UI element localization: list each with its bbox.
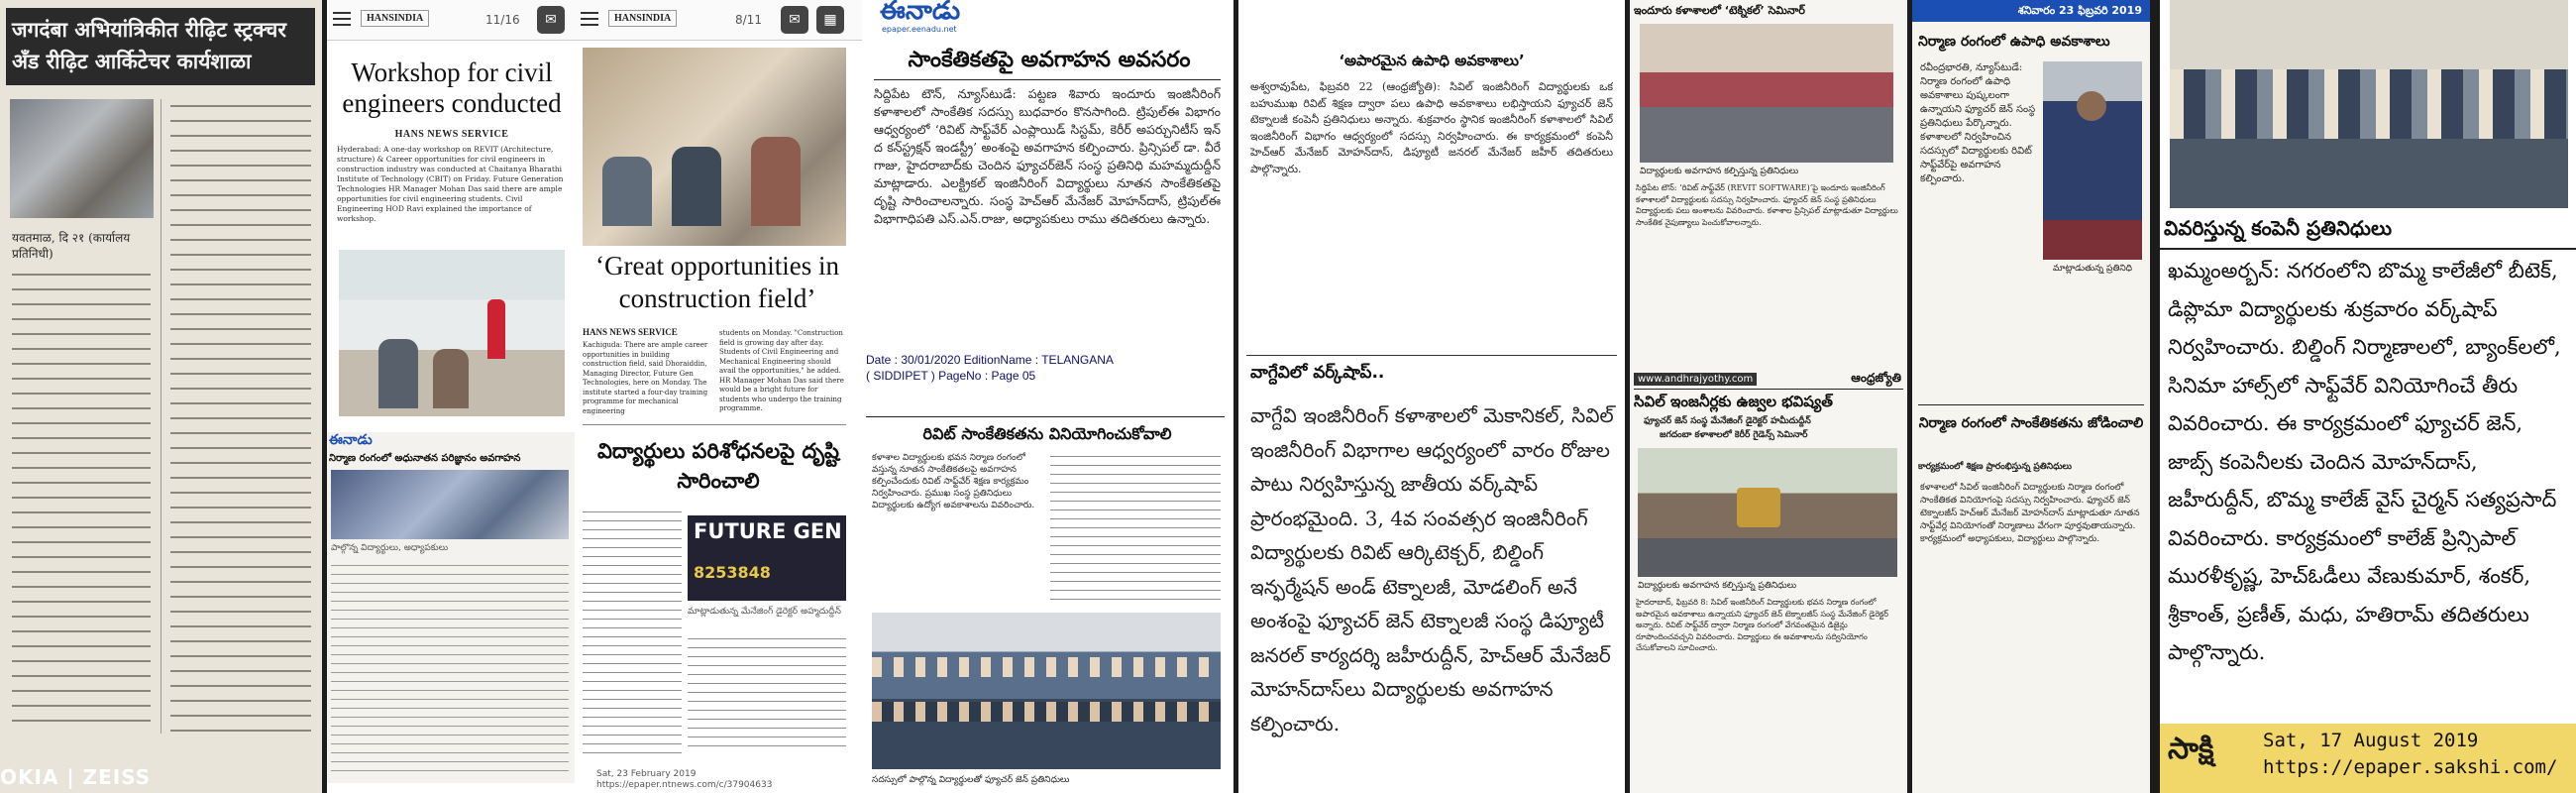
clipping-marathi (0, 0, 322, 793)
divider (874, 79, 1221, 80)
aj-seminar-body: సిద్దిపేట టౌన్: ‘రివిట్ సాఫ్ట్‌వేర్ (REVIT SOFTWARE)’పై ఇందూరు ఇంజినీరింగ్ కళాశాలలో విద్యార్థులకు సదస్సు నిర్వహించారు. ఫ్యూచర్ జెన్ సంస్థ ప్రతినిధులు విద్యార్థులకు పలు అంశాలను వివరించారు. కళాశాల ప్రిన్సిపల్ మాట్లాడుతూ విద్యార్థులు సాంకేతిక నైపుణ్యాలు పెంచుకోవాలన్నారు. (1636, 183, 1898, 227)
divider (866, 416, 1225, 417)
sakshi-body: ఖమ్మంఅర్బన్: నగరంలోని బొమ్మ కాలేజీలో బీటెక్, డిప్లొమా విద్యార్థులకు శుక్రవారం వర్క్‌షాప్ నిర్వహించారు. బిల్డింగ్ నిర్మాణాలలో, బ్యాంక్‌లలో, సినిమా హాల్స్‌లో సాఫ్ట్‌వేర్ వినియోగించే తీరు వివరించారు. ఈ కార్యక్రమంలో ఫ్యూచర్ జెన్, జాబ్స్ కంపెనీలకు చెందిన మోహన్‌దాస్, జహీరుద్దీన్, బొమ్మ కాలేజ్ వైస్ చైర్మన్ సత్యప్రసాద్ వివరించారు. కార్యక్రమంలో కాలేజ్ ప్రిన్సిపాల్ మురళీకృష్ణ, హెచ్‌ఓడీలు వేణుకుమార్, శంకర్, శ్రీకాంత్, ప్రణీత్, మధు, హతిరామ్ తదితరులు పాల్గొన్నారు. (2168, 259, 2561, 664)
sakshi-footer-date: Sat, 17 August 2019 (2263, 730, 2479, 751)
aj-paper-name: ఆంధ్రజ్యోతి (1851, 371, 1901, 385)
marathi-dateline: यवतमाळ, दि २१ (कार्यालय प्रतिनिधी) (12, 231, 131, 261)
aj-site[interactable]: www.andhrajyothy.com (1634, 373, 1757, 386)
hans-logo: HANSINDIA (608, 10, 677, 27)
eenadu-body: సిద్దిపేట టౌన్, న్యూస్‌టుడే: పట్టణ శివారు ఇందూరు ఇంజినీరింగ్ కళాశాలలో సాంకేతిక సదస్సు బుధవారం కొనసాగింది. ట్రిపుల్‌ఈ విభాగం ఆధ్వర్యంలో ‘రివిట్ సాఫ్ట్‌వేర్ ఎంప్లాయిడ్ సిస్టమ్, కెరీర్ అపర్చునిటీస్ ఇన్ ద కన్‌స్ట్రక్షన్ ఇండస్ట్రీ’ అంశంపై అవగాహన కల్పించారు. ప్రిన్సిపల్ డా. వీరే గాజు, హైదరాబాద్‌కు చెందిన ఫ్యూచర్‌జెన్ సంస్థ ప్రతినిధి మహమ్మదుద్దీన్ మాట్లాడారు. ఎలక్ట్రికల్ ఇంజినీరింగ్ విద్యార్థులు నూతన సాంకేతికతపై ద‌ృష్టి సారించాలన్నారు. సంస్థ హెచ్‌ఆర్ మేనేజర్ మోహన్‌దాస్, ట్రిపుల్‌ఈ విభాగాధిపతి ఎస్.ఎన్.రాజు, అధ్యాపకులు రాము తదితరులు ఉన్నారు. (874, 86, 1221, 226)
eenadu-group-photo (872, 613, 1221, 769)
sakshi-headline: వివరిస్తున్న కంపెనీ ప్రతినిధులు (2164, 216, 2393, 240)
vagdevi-headline: వాగ్దేవిలో వర్క్‌షాప్.. (1250, 363, 1385, 383)
aj-body: అశ్వరావుపేట, ఫిబ్రవరి 22 (ఆంధ్రజ్యోతి): సివిల్ ఇంజినీరింగ్ విద్యార్థులకు ఒక బహుముఖ రివిట్ శిక్షణ ద్వారా పలు ఉపాధి అవకాశాలు లభిస్తాయని ఫ్యూచర్ జెన్ టెక్నాలజీ కంపెనీ ప్రతినిధులు అన్నారు. శుక్రవారం స్థానిక ఇంజినీరింగ్ కళాశాలలో సివిల్ ఇంజినీరింగ్ విభాగం ఆధ్వర్యంలో సదస్సు నిర్వహించారు. ఈ కార్యక్రమంలో కంపెనీ హెచ్‌ఆర్ మేనేజర్ మోహన్‌దాస్, డిప్యూటీ జనరల్ మేనేజర్ జహీర్ తదితరులు పాల్గొన్నారు. (1250, 80, 1613, 175)
menu-icon[interactable] (333, 12, 351, 28)
aj-career-photo (1638, 448, 1897, 577)
hans-body-left: Kachiguda: There are ample career opportunities in building construction field, said Dhoraiddin, Managing Director, Future Gen Technologies, here on Monday. The institute started a four-day training programme for mechanical engineering (583, 341, 708, 415)
hans-opportunities-headline: ‘Great opportunities in construction field’ (595, 251, 839, 313)
sakshi-footer-url[interactable]: https://epaper.sakshi.com/ (2263, 756, 2558, 778)
marathi-headline: जगदंबा अभियांत्रिकीत रीढ़िट स्ट्रक्चर अँड रीढ़िट आर्किटेचर कार्यशाळा (12, 18, 286, 73)
eenadu-headline: సాంకేతికతపై అవగాహన అవసరం (908, 48, 1191, 72)
clipping-sakshi (2160, 0, 2576, 793)
aj-career-subhead-2: జగదంబా కళాశాలలో కెరీర్ గైడెన్స్ సెమినార్ (1660, 430, 1808, 440)
aj-career-subhead: ఫ్యూచర్ జెన్ సంస్థ మేనేజింగ్ డైరెక్టర్ హమీదుద్దీన్ (1644, 416, 1811, 426)
p7-subhead-2: కార్యక్రమంలో శిక్షణ ప్రారంభిస్తున్న ప్రతినిధులు (1918, 462, 2073, 472)
aj-career-caption: విద్యార్థులకు అవగాహన కల్పిస్తున్న ప్రతినిధులు (1638, 581, 1797, 591)
eenadu-strip-headline: నిర్మాణ రంగంలో అధునాతన పరిజ్ఞానం అవగాహన (329, 453, 521, 464)
futuregen-photo-caption: మాట్లాడుతున్న మేనేజింగ్ డైరెక్టర్ అహ్మదుద్దీన్ (688, 607, 841, 617)
aj-career-body: హైదరాబాద్, ఫిబ్రవరి 8: సివిల్ ఇంజినీరింగ్ విద్యార్థులకు భవన నిర్మాణ రంగంలో అపారమైన అవకాశాలు ఉన్నాయని ఫ్యూచర్ జెన్ టెక్నాలజీస్ సంస్థ మేనేజింగ్ డైరెక్టర్ అన్నారు. రివిట్ సాఫ్ట్‌వేర్ ద్వారా నిర్మాణ రంగంలో వేగవంతమైన డిజైన్లు రూపొందించవచ్చని వివరించారు. విద్యార్థులు ఈ అవకాశాలను సద్వినియోగం చేసుకోవాలని సూచించారు. (1636, 598, 1888, 652)
comment-icon[interactable]: ✉ (537, 6, 565, 34)
divider (1634, 389, 1903, 390)
sakshi-footer (2160, 724, 2576, 793)
eenadu-strip (327, 432, 575, 783)
hans-topbar-2 (575, 0, 862, 41)
sakshi-group-photo (2170, 0, 2568, 208)
menu-icon[interactable] (581, 12, 598, 28)
hans-classroom-photo (583, 48, 846, 246)
divider (1246, 355, 1617, 356)
eenadu-page-line: ( SIDDIPET ) PageNo : Page 05 (866, 369, 1036, 383)
namaste-headline: విద్యార్థులు పరిశోధనలపై దృష్టి సారించాలి (596, 439, 839, 493)
hans-headline: Workshop for civil engineers conducted (342, 57, 562, 118)
eenadu-headline-2: రివిట్ సాంకేతికతను వినియోగించుకోవాలి (922, 424, 1172, 443)
eenadu-photo-caption: సదస్సులో పాల్గొన్న విద్యార్థులతో ఫ్యూచర్ జెన్ ప్రతినిధులు (872, 775, 1070, 785)
p7-body: రవీంద్రభారతి, న్యూస్‌టుడే: నిర్మాణ రంగంలో ఉపాధి అవకాశాలు పుష్కలంగా ఉన్నాయని ఫ్యూచర్ జెన్ సంస్థ ప్రతినిధులు పేర్కొన్నారు. కళాశాలలో నిర్వహించిన సదస్సులో విద్యార్థులకు రివిట్ సాఫ్ట్‌వేర్‌పై అవగాహన కల్పించారు. (1920, 62, 2036, 184)
marathi-body-right (170, 99, 311, 734)
ntnews-footer-url[interactable]: https://epaper.ntnews.com/c/37904633 (596, 780, 773, 790)
group-photo (331, 470, 569, 539)
p7-speaker-photo (2043, 61, 2142, 260)
clipping-eenadu-date (1912, 0, 2150, 793)
date-banner: శనివారం 23 ఫిబ్రవరి 2019 (1912, 0, 2150, 22)
eenadu-body-2: కళాశాల విద్యార్థులకు భవన నిర్మాణ రంగంలో వస్తున్న నూతన సాంకేతికతలపై అవగాహన కల్పించేందుకు రివిట్ సాఫ్ట్‌వేర్ శిక్షణ కార్యక్రమం నిర్వహించారు. ప్రముఖ సంస్థ ప్రతినిధులు విద్యార్థులకు ఉద్యోగ అవకాశాలను వివరించారు. (872, 453, 1035, 510)
hans-logo: HANSINDIA (361, 10, 429, 27)
eenadu-strip-body (331, 561, 569, 779)
eenadu-mini-logo: ఈనాడు (329, 432, 373, 448)
comment-icon[interactable]: ✉ (781, 6, 808, 34)
eenadu-site: epaper.eenadu.net (882, 25, 957, 34)
p7-body-2: కళాశాలలో సివిల్ ఇంజినీరింగ్ విద్యార్థులకు నిర్మాణ రంగంలో సాంకేతికత వినియోగంపై సదస్సు నిర్వహించారు. ఫ్యూచర్ జెన్ టెక్నాలజీస్ హెచ్‌ఆర్ మేనేజర్ మోహన్‌దాస్ మాట్లాడుతూ నూతన సాఫ్ట్‌వేర్ల వినియోగంతో నిర్మాణాలు వేగంగా పూర్తవుతాయన్నారు. కార్యక్రమంలో అధ్యాపకులు, విద్యార్థులు పాల్గొన్నారు. (1920, 483, 2140, 544)
futuregen-banner-text: FUTURE GEN (694, 519, 842, 543)
hans-body-right: students on Monday. "Construction field is growing day after day. Students of Civil Engineering and Mechanical Engineering should avail the opportunities," he added. HR Manager Mohan Das said there would be a bright future for students who undergo the training programme. (719, 329, 844, 412)
eenadu-body-2b (1050, 452, 1221, 603)
hans-body: Hyderabad: A one-day workshop on REVIT (Architecture, structure) & Career opportunities for civil engineers in construction industry was conducted at Chaitanya Bharathi Institute of Technology (CBIT) on Friday. Future Generation Technologies HR Manager Mohan Das said there are ample opportunities for civil engineering students. Civil Engineering HOD Ravi explained the importance of workshop. (337, 145, 564, 223)
sakshi-logo: సాక్షి (2168, 732, 2214, 766)
aj-career-headline: సివిల్ ఇంజనీర్లకు ఉజ్వల భవిష్యత్ (1634, 393, 1833, 410)
clipping-andhrajyothy-text (1238, 0, 1625, 793)
clipping-hans-workshop (327, 0, 575, 793)
divider (583, 424, 846, 425)
divider (1918, 404, 2144, 405)
aj-headline: ‘అపారమైన ఉపాధి అవకాశాలు’ (1339, 52, 1525, 69)
namaste-body-right (688, 634, 846, 753)
marathi-headline-box (6, 8, 315, 85)
page-counter: 8/11 (735, 13, 762, 27)
p7-headline-2: నిర్మాణ రంగంలో సాంకేతికతను జోడించాలి (1918, 415, 2144, 431)
nokia-watermark: OKIA | ZEISS (0, 765, 152, 789)
clipping-eenadu (862, 0, 1234, 793)
aj-seminar-photo (1640, 24, 1893, 163)
p7-headline: నిర్మాణ రంగంలో ఉపాధి అవకాశాలు (1918, 34, 2110, 50)
hans-byline: HANS NEWS SERVICE (394, 129, 509, 140)
group-photo-caption: పాల్గొన్న విద్యార్థులు, అధ్యాపకులు (331, 543, 449, 553)
eenadu-logo: ఈనాడు (880, 0, 961, 26)
clipping-hans-opportunities (575, 0, 862, 793)
page-counter: 11/16 (485, 13, 520, 27)
futuregen-banner-phone: 8253848 (694, 563, 771, 582)
futuregen-banner (688, 515, 846, 601)
divider (2160, 248, 2576, 250)
namaste-body-left (583, 508, 682, 755)
ntnews-footer-date: Sat, 23 February 2019 (596, 769, 697, 779)
aj-seminar-caption: విద్యార్థులకు అవగాహన కల్పిస్తున్న ప్రతినిధులు (1640, 167, 1799, 176)
calendar-icon[interactable]: ▦ (816, 6, 844, 34)
p7-photo-caption: మాట్లాడుతున్న ప్రతినిధి (2052, 264, 2133, 274)
vagdevi-body: వాగ్దేవి ఇంజినీరింగ్ కళాశాలలో మెకానికల్, సివిల్ ఇంజినీరింగ్ విభాగాల ఆధ్వర్యంలో వారం రోజుల పాటు నిర్వహిస్తున్న జాతీయ వర్క్‌షాప్ ప్రారంభమైంది. 3, 4వ సంవత్సర ఇంజినీరింగ్ విద్యార్థులకు రివిట్ ఆర్కిటెక్చర్, బిల్డింగ్ ఇన్ఫర్మేషన్ అండ్ టెక్నాలజీ, మోడలింగ్ అనే అంశంపై ఫ్యూచర్ జెన్ టెక్నాలజీ సంస్థ డిప్యూటీ జనరల్ కార్యదర్శి జహీరుద్దీన్, హెచ్‌ఆర్ మేనేజర్ మోహన్‌దాస్‌లు విద్యార్థులకు అవగాహన కల్పించారు. (1250, 403, 1614, 736)
hans-byline-2: HANS NEWS SERVICE (583, 327, 678, 337)
hans-topbar (327, 0, 575, 41)
eenadu-date-line: Date : 30/01/2020 EditionName : TELANGANA (866, 353, 1114, 367)
marathi-body-left (12, 268, 151, 734)
hans-photo (339, 250, 565, 416)
clipping-andhrajyothy-seminar (1630, 0, 1907, 793)
marathi-photo (10, 99, 154, 218)
aj-seminar-top-headline: ఇందూరు కళాశాలలో ‘టెక్నికల్’ సెమినార్ (1634, 4, 1805, 17)
